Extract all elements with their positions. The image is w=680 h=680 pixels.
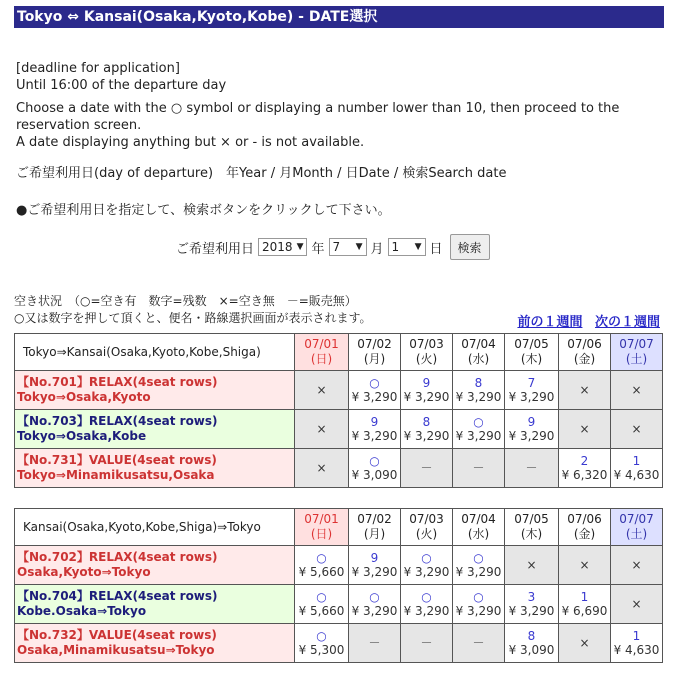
train-row: [15, 410, 663, 449]
availability-cell[interactable]: ○ ¥ 3,290: [349, 371, 401, 410]
train-name-cell: 【No.731】VALUE(4seat rows) Tokyo⇒Minamikusatsu,Osaka: [15, 449, 295, 488]
availability-cell[interactable]: ○ ¥ 3,290: [349, 585, 401, 624]
day-select[interactable]: 1 ▼: [388, 238, 426, 256]
search-button[interactable]: 検索: [450, 234, 490, 260]
prev-week-link[interactable]: 前の１週間: [517, 315, 583, 330]
availability-cell[interactable]: 1 ¥ 6,690: [559, 585, 611, 624]
date-header: 07/01 (日): [295, 334, 349, 371]
legend-line-2: ○又は数字を押して頂くと、便名・路線選択画面が表示されます。: [14, 311, 372, 325]
date-header: 07/05 (木): [505, 334, 559, 371]
train-name-cell: 【No.703】RELAX(4seat rows) Tokyo⇒Osaka,Kobe: [15, 410, 295, 449]
year-unit: 年: [311, 241, 325, 257]
legend-line-1: 空き状況 （○=空き有 数字=残数 ×=空き無 －=販売無）: [14, 294, 357, 308]
chevron-down-icon: ▼: [355, 242, 363, 252]
train-row: [15, 449, 663, 488]
availability-cell[interactable]: 9 ¥ 3,290: [349, 410, 401, 449]
day-unit: 日: [429, 241, 443, 257]
date-header: 07/06 (金): [559, 334, 611, 371]
availability-cell[interactable]: 2 ¥ 6,320: [559, 449, 611, 488]
date-header: 07/01 (日): [295, 509, 349, 546]
availability-cell: －: [349, 624, 401, 663]
date-header: 07/06 (金): [559, 509, 611, 546]
date-search-form: [176, 234, 490, 260]
availability-cell: ×: [611, 371, 663, 410]
availability-cell: －: [401, 449, 453, 488]
date-header: 07/05 (木): [505, 509, 559, 546]
train-name-cell: 【No.701】RELAX(4seat rows) Tokyo⇒Osaka,Kyoto: [15, 371, 295, 410]
availability-cell: －: [453, 449, 505, 488]
date-header: 07/02 (月): [349, 334, 401, 371]
availability-cell[interactable]: ○ ¥ 3,290: [453, 410, 505, 449]
chevron-down-icon: ▼: [296, 242, 304, 252]
date-header: 07/04 (水): [453, 334, 505, 371]
train-row: [15, 624, 663, 663]
availability-cell[interactable]: 8 ¥ 3,090: [505, 624, 559, 663]
availability-legend: [14, 293, 372, 327]
availability-cell[interactable]: 9 ¥ 3,290: [401, 371, 453, 410]
availability-cell: ×: [505, 546, 559, 585]
availability-cell[interactable]: ○ ¥ 3,290: [453, 546, 505, 585]
availability-cell[interactable]: 9 ¥ 3,290: [505, 410, 559, 449]
date-header: 07/04 (水): [453, 509, 505, 546]
week-navigation: [509, 311, 660, 330]
year-select[interactable]: 2018 ▼: [258, 238, 307, 256]
availability-cell[interactable]: 7 ¥ 3,290: [505, 371, 559, 410]
page-title: Tokyo ⇔ Kansai(Osaka,Kyoto,Kobe) - DATE選択: [14, 6, 664, 28]
train-row: [15, 371, 663, 410]
availability-cell: ×: [295, 410, 349, 449]
notice-text: ●ご希望利用日を指定して、検索ボタンをクリックして下さい。: [16, 203, 391, 218]
deadline-text: Until 16:00 of the departure day: [16, 78, 227, 93]
availability-cell: ×: [559, 371, 611, 410]
availability-cell: ×: [611, 410, 663, 449]
date-header: 07/02 (月): [349, 509, 401, 546]
date-header: 07/07 (土): [611, 334, 663, 371]
unavailable-text: A date displaying anything but × or - is not available.: [16, 135, 365, 150]
availability-cell: ×: [295, 371, 349, 410]
train-name-cell: 【No.704】RELAX(4seat rows) Kobe.Osaka⇒Tokyo: [15, 585, 295, 624]
availability-cell[interactable]: 9 ¥ 3,290: [349, 546, 401, 585]
availability-cell[interactable]: ○ ¥ 5,300: [295, 624, 349, 663]
choose-text: Choose a date with the ○ symbol or displaying a number lower than 10, then proceed to the reservation screen.: [16, 101, 620, 133]
train-row: [15, 546, 663, 585]
train-row: [15, 585, 663, 624]
deadline-label: [deadline for application]: [16, 61, 180, 76]
availability-cell[interactable]: 8 ¥ 3,290: [453, 371, 505, 410]
date-header: 07/03 (火): [401, 509, 453, 546]
month-unit: 月: [370, 241, 384, 257]
availability-cell[interactable]: ○ ¥ 3,090: [349, 449, 401, 488]
route-header: Kansai(Osaka,Kyoto,Kobe,Shiga)⇒Tokyo: [15, 509, 295, 546]
info-block: [16, 60, 656, 151]
route-header: Tokyo⇒Kansai(Osaka,Kyoto,Kobe,Shiga): [15, 334, 295, 371]
availability-cell[interactable]: ○ ¥ 3,290: [401, 585, 453, 624]
availability-cell[interactable]: ○ ¥ 3,290: [453, 585, 505, 624]
availability-cell[interactable]: ○ ¥ 3,290: [401, 546, 453, 585]
chevron-down-icon: ▼: [414, 242, 422, 252]
train-name-cell: 【No.702】RELAX(4seat rows) Osaka,Kyoto⇒Tokyo: [15, 546, 295, 585]
availability-cell: －: [505, 449, 559, 488]
availability-cell[interactable]: 1 ¥ 4,630: [611, 624, 663, 663]
availability-cell[interactable]: ○ ¥ 5,660: [295, 585, 349, 624]
month-select[interactable]: 7 ▼: [329, 238, 367, 256]
outbound-schedule-table: [14, 333, 663, 488]
availability-cell[interactable]: ○ ¥ 5,660: [295, 546, 349, 585]
availability-cell[interactable]: 8 ¥ 3,290: [401, 410, 453, 449]
availability-cell: ×: [559, 410, 611, 449]
next-week-link[interactable]: 次の１週間: [594, 315, 660, 330]
return-schedule-table: [14, 508, 663, 663]
availability-cell: ×: [295, 449, 349, 488]
availability-cell: ×: [559, 546, 611, 585]
date-header: 07/03 (火): [401, 334, 453, 371]
availability-cell: －: [401, 624, 453, 663]
date-header: 07/07 (土): [611, 509, 663, 546]
train-name-cell: 【No.732】VALUE(4seat rows) Osaka,Minamikusatsu⇒Tokyo: [15, 624, 295, 663]
departure-label: ご希望利用日(day of departure) 年Year / 月Month / 日Date / 検索Search date: [16, 166, 507, 181]
availability-cell[interactable]: 3 ¥ 3,290: [505, 585, 559, 624]
availability-cell: ×: [611, 585, 663, 624]
availability-cell: ×: [611, 546, 663, 585]
availability-cell[interactable]: 1 ¥ 4,630: [611, 449, 663, 488]
availability-cell: －: [453, 624, 505, 663]
date-label: ご希望利用日: [176, 241, 255, 257]
availability-cell: ×: [559, 624, 611, 663]
